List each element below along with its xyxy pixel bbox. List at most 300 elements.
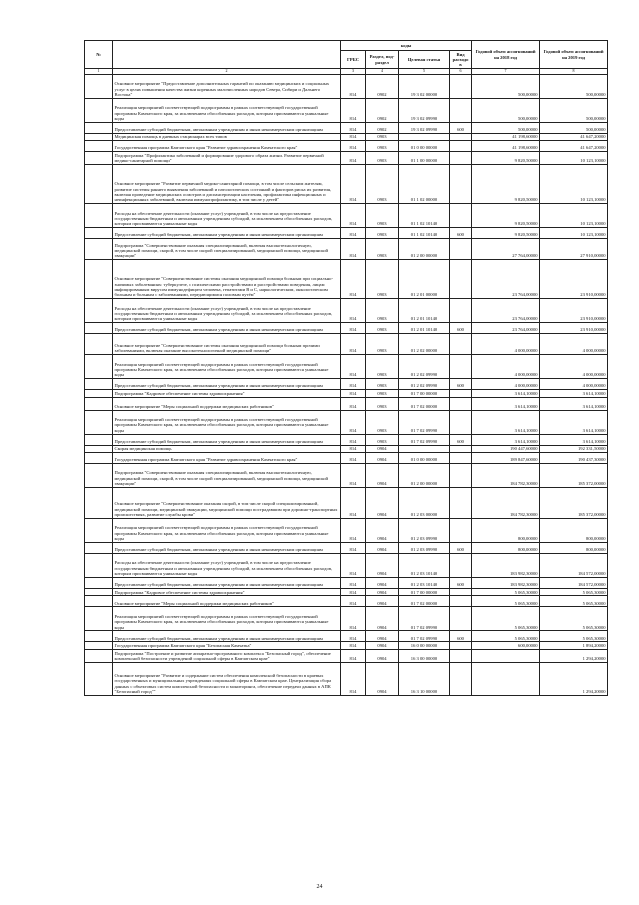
row-vid: 600 — [450, 434, 472, 445]
row-number — [85, 355, 113, 379]
table-row — [85, 642, 608, 649]
row-number — [85, 74, 113, 98]
row-sum-2018: 183 982,30000 — [472, 578, 540, 589]
row-sum-2018: 4 000,00000 — [472, 355, 540, 379]
row-name: Основное мероприятие "Совершенствование оказания скорой, в том числе скорой специализированной, медицинской помощи, медицинской эвакуации, медицинской помощи пострадавшим при дорожно-транспортных происшествиях, развитие службы крови" — [113, 488, 341, 519]
row-sum-2019: 500,00000 — [540, 98, 608, 122]
row-vid — [450, 554, 472, 578]
row-vid — [450, 607, 472, 631]
row-vid — [450, 141, 472, 152]
row-name: Подпрограмма "Совершенствование оказания специализированной, включая высокотехнологичную, медицинской помощи, скорой, в том числе скорой специализированной, медицинской помощи, медицинской эвакуации" — [113, 239, 341, 260]
row-number — [85, 239, 113, 260]
row-number — [85, 649, 113, 662]
row-sum-2019: 500,00000 — [540, 74, 608, 98]
header-vid: Вид расходов — [450, 51, 472, 69]
row-grbs: 814 — [341, 642, 366, 649]
row-razdel: 0903 — [366, 323, 399, 334]
row-grbs: 814 — [341, 578, 366, 589]
row-razdel: 0903 — [366, 152, 399, 165]
row-number — [85, 554, 113, 578]
row-number — [85, 323, 113, 334]
row-number — [85, 397, 113, 410]
row-vid — [450, 589, 472, 596]
row-sum-2019: 5 065,30000 — [540, 631, 608, 642]
row-sum-2018: 3 614,10000 — [472, 410, 540, 434]
row-vid — [450, 74, 472, 98]
row-vid: 600 — [450, 228, 472, 239]
row-sum-2019: 190 437,30000 — [540, 453, 608, 464]
row-razdel: 0903 — [366, 165, 399, 204]
row-target — [399, 445, 450, 452]
row-sum-2018: 27 764,00000 — [472, 239, 540, 260]
row-number — [85, 410, 113, 434]
row-target: 01 7 02 09990 — [399, 631, 450, 642]
row-number — [85, 334, 113, 355]
row-sum-2019: 10 123,10000 — [540, 228, 608, 239]
row-name: Основное мероприятие "Развитие и содержание систем обеспечения комплексной безопасности в краевых государственных и муниципальных учреждениях социальной сферы в Камчатском крае. Централизация сбора данных с объектовых систем комплексной безопасности и мониторинга, обеспечение передачи данных в АПК "Безопасный город"" — [113, 662, 341, 695]
row-sum-2018: 800,00000 — [472, 519, 540, 543]
row-sum-2018: 23 764,00000 — [472, 323, 540, 334]
row-razdel: 0903 — [366, 355, 399, 379]
header-codes: коды — [341, 41, 472, 51]
row-vid — [450, 649, 472, 662]
column-number: 6 — [450, 69, 472, 75]
row-razdel: 0903 — [366, 379, 399, 390]
row-vid — [450, 397, 472, 410]
table-row — [85, 299, 608, 323]
row-grbs: 814 — [341, 488, 366, 519]
row-name: Скорая медицинская помощь — [113, 445, 341, 452]
row-target: 01 2 03 10140 — [399, 554, 450, 578]
row-sum-2018: 3 614,10000 — [472, 397, 540, 410]
row-razdel: 0903 — [366, 133, 399, 140]
table-row — [85, 379, 608, 390]
header-sum-2018: Годовой объем ассигнований на 2018 год — [472, 41, 540, 69]
row-target: 01 2 00 00000 — [399, 464, 450, 488]
row-vid: 600 — [450, 578, 472, 589]
row-sum-2018: 41 198,60000 — [472, 133, 540, 140]
row-sum-2018: 500,00000 — [472, 122, 540, 133]
row-number — [85, 578, 113, 589]
header-target: Целевая статья — [399, 51, 450, 69]
row-target: 01 1 02 10140 — [399, 204, 450, 228]
row-razdel: 0903 — [366, 410, 399, 434]
row-grbs: 814 — [341, 299, 366, 323]
row-number — [85, 152, 113, 165]
row-sum-2018: 184 782,30000 — [472, 488, 540, 519]
row-vid — [450, 410, 472, 434]
row-number — [85, 453, 113, 464]
row-sum-2018: 500,00000 — [472, 98, 540, 122]
row-sum-2018: 9 820,50000 — [472, 165, 540, 204]
row-sum-2018: 4 000,00000 — [472, 379, 540, 390]
row-name: Предоставление субсидий бюджетным, автономным учреждениям и иным некоммерческим организациям — [113, 323, 341, 334]
row-razdel: 0903 — [366, 434, 399, 445]
row-sum-2019: 3 614,10000 — [540, 390, 608, 397]
row-grbs: 814 — [341, 334, 366, 355]
row-vid — [450, 133, 472, 140]
row-grbs: 814 — [341, 607, 366, 631]
row-razdel: 0903 — [366, 204, 399, 228]
row-name: Реализация мероприятий соответствующей подпрограммы в рамках соответствующей государственной программы Камчатского края, за исключением обособленных расходов, которым присваиваются уникальные коды — [113, 607, 341, 631]
row-grbs: 814 — [341, 141, 366, 152]
row-number — [85, 596, 113, 607]
row-target: 01 0 00 00000 — [399, 141, 450, 152]
row-grbs: 814 — [341, 355, 366, 379]
row-name: Подпрограмма "Профилактика заболеваний и формирование здорового образа жизни. Развитие первичной медико-санитарной помощи" — [113, 152, 341, 165]
row-target: 01 2 00 00000 — [399, 239, 450, 260]
row-target: 16 0 00 00000 — [399, 642, 450, 649]
header-sum-2019: Годовой объем ассигнований на 2019 год — [540, 41, 608, 69]
row-vid — [450, 464, 472, 488]
row-target: 01 7 02 00000 — [399, 397, 450, 410]
row-sum-2019: 5 065,30000 — [540, 589, 608, 596]
row-sum-2019: 192 331,50000 — [540, 445, 608, 452]
row-target: 19 3 02 09990 — [399, 98, 450, 122]
table-row — [85, 589, 608, 596]
row-target: 01 1 00 00000 — [399, 152, 450, 165]
row-razdel: 0904 — [366, 607, 399, 631]
row-grbs: 814 — [341, 379, 366, 390]
row-razdel: 0904 — [366, 464, 399, 488]
row-sum-2018 — [472, 662, 540, 695]
row-sum-2018: 800,00000 — [472, 543, 540, 554]
row-sum-2019: 184 572,00000 — [540, 578, 608, 589]
row-vid — [450, 642, 472, 649]
row-vid — [450, 334, 472, 355]
row-name: Основное мероприятие "Совершенствование системы оказания медицинской помощи больным прочими заболеваниями, включая оказание высокотехнологичной медицинской помощи" — [113, 334, 341, 355]
table-row — [85, 554, 608, 578]
table-row — [85, 334, 608, 355]
row-sum-2018: 183 982,30000 — [472, 554, 540, 578]
row-razdel: 0904 — [366, 519, 399, 543]
row-sum-2018: 600,00000 — [472, 642, 540, 649]
row-sum-2018: 23 764,00000 — [472, 260, 540, 299]
row-name: Реализация мероприятий соответствующей подпрограммы в рамках соответствующей государственной программы Камчатского края, за исключением обособленных расходов, которым присваиваются уникальные коды — [113, 519, 341, 543]
row-number — [85, 662, 113, 695]
row-grbs: 814 — [341, 596, 366, 607]
row-grbs: 814 — [341, 165, 366, 204]
row-vid — [450, 98, 472, 122]
row-sum-2018: 4 000,00000 — [472, 334, 540, 355]
row-razdel: 0904 — [366, 488, 399, 519]
table-body — [85, 74, 608, 695]
row-sum-2019: 1 894,20000 — [540, 642, 608, 649]
table-row — [85, 662, 608, 695]
row-vid — [450, 390, 472, 397]
row-sum-2019: 5 065,30000 — [540, 596, 608, 607]
row-number — [85, 589, 113, 596]
row-number — [85, 379, 113, 390]
row-vid: 600 — [450, 543, 472, 554]
row-target: 01 1 02 10140 — [399, 228, 450, 239]
row-sum-2018: 5 065,30000 — [472, 596, 540, 607]
row-name: Расходы на обеспечение деятельности (оказание услуг) учреждений, в том числе на предоставление государственным бюджетным и автономным учреждениям субсидий, за исключением обособленных расходов, которым присваиваются уникальные коды — [113, 554, 341, 578]
table-row — [85, 578, 608, 589]
row-vid — [450, 453, 472, 464]
row-vid — [450, 519, 472, 543]
header-razdel: Раздел, под-раздел — [366, 51, 399, 69]
row-name: Подпрограмма "Кадровое обеспечение системы здравоохранения" — [113, 390, 341, 397]
row-name: Предоставление субсидий бюджетным, автономным учреждениям и иным некоммерческим организациям — [113, 379, 341, 390]
row-sum-2018: 41 198,60000 — [472, 141, 540, 152]
row-sum-2019: 27 910,00000 — [540, 239, 608, 260]
table-row — [85, 607, 608, 631]
row-razdel: 0903 — [366, 260, 399, 299]
row-target: 01 7 00 00000 — [399, 390, 450, 397]
row-number — [85, 165, 113, 204]
row-razdel: 0902 — [366, 122, 399, 133]
row-sum-2019: 185 372,00000 — [540, 464, 608, 488]
row-grbs: 814 — [341, 589, 366, 596]
row-razdel: 0903 — [366, 239, 399, 260]
table-row — [85, 434, 608, 445]
row-name: Реализация мероприятий соответствующей подпрограммы в рамках соответствующей государственной программы Камчатского края, за исключением обособленных расходов, которым присваиваются уникальные коды — [113, 410, 341, 434]
row-grbs: 814 — [341, 260, 366, 299]
row-sum-2019: 3 614,10000 — [540, 397, 608, 410]
row-vid — [450, 260, 472, 299]
row-razdel: 0904 — [366, 631, 399, 642]
row-sum-2019: 1 294,20000 — [540, 662, 608, 695]
row-vid: 600 — [450, 631, 472, 642]
row-grbs: 814 — [341, 397, 366, 410]
row-razdel: 0904 — [366, 662, 399, 695]
table-row — [85, 390, 608, 397]
row-number — [85, 204, 113, 228]
row-sum-2019: 3 614,10000 — [540, 410, 608, 434]
header-number: № — [85, 41, 113, 69]
column-number: 5 — [399, 69, 450, 75]
table-row — [85, 122, 608, 133]
row-name: Подпрограмма "Кадровое обеспечение системы здравоохранения" — [113, 589, 341, 596]
row-vid — [450, 488, 472, 519]
row-grbs: 814 — [341, 519, 366, 543]
row-target: 01 2 03 10140 — [399, 578, 450, 589]
column-number: 2 — [113, 69, 341, 75]
row-sum-2018: 190 447,60000 — [472, 445, 540, 452]
row-sum-2018: 189 847,60000 — [472, 453, 540, 464]
row-target — [399, 133, 450, 140]
row-number — [85, 488, 113, 519]
row-number — [85, 519, 113, 543]
row-name: Расходы на обеспечение деятельности (оказание услуг) учреждений, в том числе на предоставление государственным бюджетным и автономным учреждениям субсидий, за исключением обособленных расходов, которым присваиваются уникальные коды — [113, 299, 341, 323]
row-razdel: 0903 — [366, 397, 399, 410]
row-sum-2019: 184 572,00000 — [540, 554, 608, 578]
row-number — [85, 434, 113, 445]
row-razdel: 0904 — [366, 649, 399, 662]
header-name — [113, 41, 341, 69]
row-vid — [450, 596, 472, 607]
table-row — [85, 631, 608, 642]
row-razdel: 0904 — [366, 453, 399, 464]
row-target: 19 3 02 00000 — [399, 74, 450, 98]
table-row — [85, 543, 608, 554]
row-vid — [450, 445, 472, 452]
row-sum-2019: 500,00000 — [540, 122, 608, 133]
row-name: Предоставление субсидий бюджетным, автономным учреждениям и иным некоммерческим организациям — [113, 578, 341, 589]
row-number — [85, 133, 113, 140]
row-grbs: 814 — [341, 133, 366, 140]
row-grbs: 814 — [341, 98, 366, 122]
table-row — [85, 228, 608, 239]
row-target: 01 2 02 09990 — [399, 379, 450, 390]
row-sum-2019: 23 910,00000 — [540, 299, 608, 323]
table-row — [85, 596, 608, 607]
table-row — [85, 355, 608, 379]
row-vid: 600 — [450, 379, 472, 390]
row-name: Предоставление субсидий бюджетным, автономным учреждениям и иным некоммерческим организациям — [113, 122, 341, 133]
row-grbs: 814 — [341, 74, 366, 98]
row-sum-2019: 5 065,30000 — [540, 607, 608, 631]
row-sum-2019: 41 647,20000 — [540, 141, 608, 152]
column-number: 4 — [366, 69, 399, 75]
row-number — [85, 228, 113, 239]
row-grbs: 814 — [341, 390, 366, 397]
row-name: Государственная программа Камчатского края "Развитие здравоохранения Камчатского края" — [113, 453, 341, 464]
row-grbs: 814 — [341, 434, 366, 445]
row-razdel: 0902 — [366, 74, 399, 98]
row-number — [85, 642, 113, 649]
row-name: Государственная программа Камчатского края "Безопасная Камчатка" — [113, 642, 341, 649]
row-grbs: 814 — [341, 445, 366, 452]
table-row — [85, 98, 608, 122]
table-row — [85, 165, 608, 204]
row-grbs: 814 — [341, 631, 366, 642]
header-grbs: ГРБС — [341, 51, 366, 69]
table-row — [85, 204, 608, 228]
row-name: Основное мероприятие "Предоставление дополнительных гарантий по оказанию медицинских и социальных услуг в целях повышения качества жизни коренных малочисленных народов Севера, Сибири и Дальнего Востока" — [113, 74, 341, 98]
row-number — [85, 543, 113, 554]
page-number: 24 — [316, 884, 323, 890]
table-row — [85, 410, 608, 434]
row-sum-2018: 9 820,50000 — [472, 228, 540, 239]
row-name: Предоставление субсидий бюджетным, автономным учреждениям и иным некоммерческим организациям — [113, 228, 341, 239]
row-number — [85, 141, 113, 152]
row-sum-2018: 5 065,30000 — [472, 607, 540, 631]
table-row — [85, 453, 608, 464]
row-sum-2019: 41 647,20000 — [540, 133, 608, 140]
row-name: Основное мероприятие "Развитие первичной медико-санитарной помощи, в том числе сельским жителям, развитие системы раннего выявления заболеваний и патологических состояний и факторов риска их развития, включая проведение медицинских осмотров и диспансеризации населения, профилактика инфекционных и неинфекционных заболеваний, включая иммунопрофилактику, в том числе у детей" — [113, 165, 341, 204]
row-sum-2018: 3 614,10000 — [472, 390, 540, 397]
row-razdel: 0903 — [366, 334, 399, 355]
row-name: Реализация мероприятий соответствующей подпрограммы в рамках соответствующей государственной программы Камчатского края, за исключением обособленных расходов, которым присваиваются уникальные коды — [113, 355, 341, 379]
row-razdel: 0904 — [366, 578, 399, 589]
row-target: 01 2 03 00000 — [399, 488, 450, 519]
table-row — [85, 74, 608, 98]
row-vid: 600 — [450, 122, 472, 133]
row-vid — [450, 165, 472, 204]
table-row — [85, 519, 608, 543]
row-razdel: 0903 — [366, 228, 399, 239]
table-row — [85, 152, 608, 165]
row-name: Медицинская помощь в дневных стационарах всех типов — [113, 133, 341, 140]
row-target: 01 1 02 00000 — [399, 165, 450, 204]
row-razdel: 0904 — [366, 543, 399, 554]
row-razdel: 0903 — [366, 141, 399, 152]
row-target: 16 3 10 00000 — [399, 662, 450, 695]
row-name: Государственная программа Камчатского края "Развитие здравоохранения Камчатского края" — [113, 141, 341, 152]
row-grbs: 814 — [341, 228, 366, 239]
row-sum-2019: 23 910,00000 — [540, 260, 608, 299]
column-number: 8 — [540, 69, 608, 75]
row-sum-2018: 5 065,30000 — [472, 631, 540, 642]
row-vid: 600 — [450, 323, 472, 334]
row-grbs: 814 — [341, 554, 366, 578]
row-razdel: 0904 — [366, 445, 399, 452]
table-row — [85, 141, 608, 152]
row-grbs: 814 — [341, 122, 366, 133]
row-target: 01 2 01 10140 — [399, 323, 450, 334]
table-row — [85, 133, 608, 140]
row-grbs: 814 — [341, 453, 366, 464]
row-number — [85, 299, 113, 323]
row-sum-2019: 10 123,10000 — [540, 204, 608, 228]
row-sum-2019: 4 000,00000 — [540, 334, 608, 355]
row-target: 16 3 00 00000 — [399, 649, 450, 662]
row-target: 19 3 02 09990 — [399, 122, 450, 133]
row-target: 01 2 01 10140 — [399, 299, 450, 323]
table-row — [85, 239, 608, 260]
row-name: Основное мероприятие "Совершенствование системы оказания медицинской помощи больным при социально-значимых заболеваниях: туберкулезе, с психическими расстройствами и расстройствами поведения, лицам инфицированным вирусом иммунодефицита человека, гепатитами В и С, наркологическим, онкологическим больным и больным с заболеваниями, передающимися половым путём" — [113, 260, 341, 299]
table-row — [85, 649, 608, 662]
row-number — [85, 390, 113, 397]
row-name: Реализация мероприятий соответствующей подпрограммы в рамках соответствующей государственной программы Камчатского края, за исключением обособленных расходов, которым присваиваются уникальные коды — [113, 98, 341, 122]
row-sum-2019: 4 000,00000 — [540, 379, 608, 390]
table-row — [85, 464, 608, 488]
row-number — [85, 631, 113, 642]
row-razdel: 0903 — [366, 390, 399, 397]
row-number — [85, 260, 113, 299]
row-name: Расходы на обеспечение деятельности (оказание услуг) учреждений, в том числе на предоставление государственным бюджетным и автономным учреждениям субсидий, за исключением обособленных расходов, которым присваиваются уникальные коды — [113, 204, 341, 228]
row-name: Предоставление субсидий бюджетным, автономным учреждениям и иным некоммерческим организациям — [113, 434, 341, 445]
table-row — [85, 260, 608, 299]
row-target: 01 7 00 00000 — [399, 589, 450, 596]
row-sum-2018: 9 820,50000 — [472, 152, 540, 165]
table-row — [85, 488, 608, 519]
row-sum-2018: 9 820,50000 — [472, 204, 540, 228]
row-razdel: 0904 — [366, 589, 399, 596]
row-sum-2018: 3 614,10000 — [472, 434, 540, 445]
row-name: Предоставление субсидий бюджетным, автономным учреждениям и иным некоммерческим организациям — [113, 631, 341, 642]
row-grbs: 814 — [341, 410, 366, 434]
row-number — [85, 98, 113, 122]
row-razdel: 0903 — [366, 299, 399, 323]
row-target: 01 2 03 09990 — [399, 519, 450, 543]
row-razdel: 0904 — [366, 642, 399, 649]
row-sum-2019: 185 372,00000 — [540, 488, 608, 519]
row-razdel: 0904 — [366, 554, 399, 578]
row-target: 01 7 02 00000 — [399, 596, 450, 607]
row-target: 01 2 02 09990 — [399, 355, 450, 379]
row-name: Основное мероприятие "Меры социальной поддержки медицинских работников" — [113, 397, 341, 410]
row-number — [85, 607, 113, 631]
row-sum-2019: 4 000,00000 — [540, 355, 608, 379]
budget-table — [84, 40, 608, 696]
row-razdel: 0902 — [366, 98, 399, 122]
row-name: Подпрограмма "Совершенствование оказания специализированной, включая высокотехнологичную, медицинской помощи, скорой, в том числе скорой специализированной, медицинской помощи, медицинской эвакуации" — [113, 464, 341, 488]
row-grbs: 814 — [341, 239, 366, 260]
row-target: 01 2 01 00000 — [399, 260, 450, 299]
row-grbs: 814 — [341, 152, 366, 165]
row-vid — [450, 239, 472, 260]
row-number — [85, 445, 113, 452]
row-vid — [450, 152, 472, 165]
row-target: 01 7 02 09990 — [399, 434, 450, 445]
row-target: 01 0 00 00000 — [399, 453, 450, 464]
row-target: 01 7 02 09990 — [399, 607, 450, 631]
row-grbs: 814 — [341, 323, 366, 334]
row-name: Предоставление субсидий бюджетным, автономным учреждениям и иным некоммерческим организациям — [113, 543, 341, 554]
